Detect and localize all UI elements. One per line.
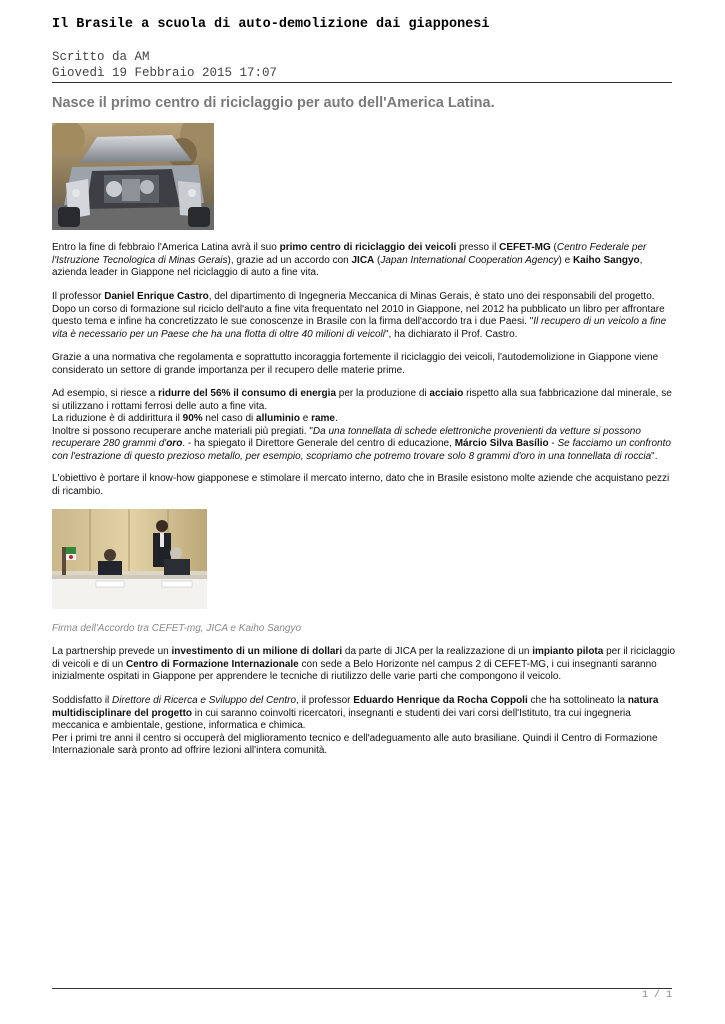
article-title: Il Brasile a scuola di auto-demolizione dai giapponesi [52, 17, 490, 32]
paragraph-castro: Il professor Daniel Enrique Castro, del dipartimento di Ingegneria Meccanica di Minas Gerais, è stato uno dei responsabili del progetto. Dopo un corso di formazione sul riciclo dell'auto a fine vita frequentato nel 2010 in Giappone, nel 2012 ha pubblicato un libro per affrontare questo tema e infine ha concretizzato le sue conoscenze in Brasile con la firma dell'accordo tra i due Paesi. "Il recupero di un veicolo a fine vita è necessario per un Paese che ha una flotta di oltre 40 milioni di veicoli", ha dichiarato il Prof. Castro. [52, 291, 667, 340]
header-divider [52, 82, 672, 83]
signing-ceremony-photo [52, 509, 207, 609]
page-number: 1 / 1 [641, 990, 672, 1001]
article-author: Scritto da AM [52, 50, 150, 64]
dismantled-car-photo [52, 123, 214, 230]
paragraph-normativa: Grazie a una normativa che regolamenta e soprattutto incoraggia fortemente il riciclaggio dei veicoli, l'autodemolizione in Giappone viene considerato un settore di grande importanza per il recupero delle materie prime. [52, 352, 659, 376]
article-date: Giovedì 19 Febbraio 2015 17:07 [52, 66, 278, 80]
article-subtitle: Nasce il primo centro di riciclaggio per auto dell'America Latina. [52, 95, 495, 111]
paragraph-obiettivo: L'obiettivo è portare il know-how giapponese e stimolare il mercato interno, dato che in Brasile esistono molte aziende che acquistano pezzi di ricambio. [52, 473, 670, 497]
paragraph-energia: Ad esempio, si riesce a ridurre del 56% il consumo di energia per la produzione di acciaio rispetto alla sua fabbricazione dal minerale, se si utilizzano i rottami ferrosi delle auto a fine vita. La riduzione è di addirittura il 90% nel caso di alluminio e rame. Inoltre si possono recuperare anche materiali più pregiati. "Da una tonnellata di schede elettroniche provenienti da vetture si possono recuperare 280 grammi d'oro. - ha spiegato il Direttore Generale del centro di educazione, Márcio Silva Basílio - Se facciamo un confronto con l'estrazione di questo prezioso metallo, per esempio, scopriamo che potremo trovare solo 8 grammi d'oro in una tonnellata di roccia". [52, 388, 672, 462]
paragraph-coppoli: Soddisfatto il Direttore di Ricerca e Sviluppo del Centro, il professor Eduardo Henrique da Rocha Coppoli che ha sottolineato la natura multidisciplinare del progetto in cui saranno coinvolti ricercatori, insegnanti e studenti dei vari corsi dell'Istituto, tra cui ingegneria meccanica e ambientale, gestione, informatica e chimica. Per i primi tre anni il centro si occuperà del miglioramento tecnico e dell'adeguamento alle auto brasiliane. Quindi il Centro di Formazione Internazionale sarà pronto ad offrire lezioni all'intera comunità. [52, 695, 659, 757]
footer-divider [52, 988, 672, 989]
paragraph-partnership: La partnership prevede un investimento di un milione di dollari da parte di JICA per la realizzazione di un impianto pilota per il riciclaggio di veicoli e di un Centro di Formazione Internazionale con sede a Belo Horizonte nel campus 2 di CEFET-MG, i cui insegnanti saranno inizialmente ospitati in Giappone per apprendere le tecniche di riutilizzo delle varie parti che compongono il veicolo. [52, 646, 676, 683]
paragraph-intro: Entro la fine di febbraio l'America Latina avrà il suo primo centro di riciclaggio dei veicoli presso il CEFET-MG (Centro Federale per l'Istruzione Tecnologica di Minas Gerais), grazie ad un accordo con JICA (Japan International Cooperation Agency) e Kaiho Sangyo, azienda leader in Giappone nel riciclaggio di auto a fine vita. [52, 242, 647, 279]
meeting-photo-caption: Firma dell'Accordo tra CEFET-mg, JICA e Kaiho Sangyo [52, 623, 302, 634]
document-page [52, 0, 676, 1024]
